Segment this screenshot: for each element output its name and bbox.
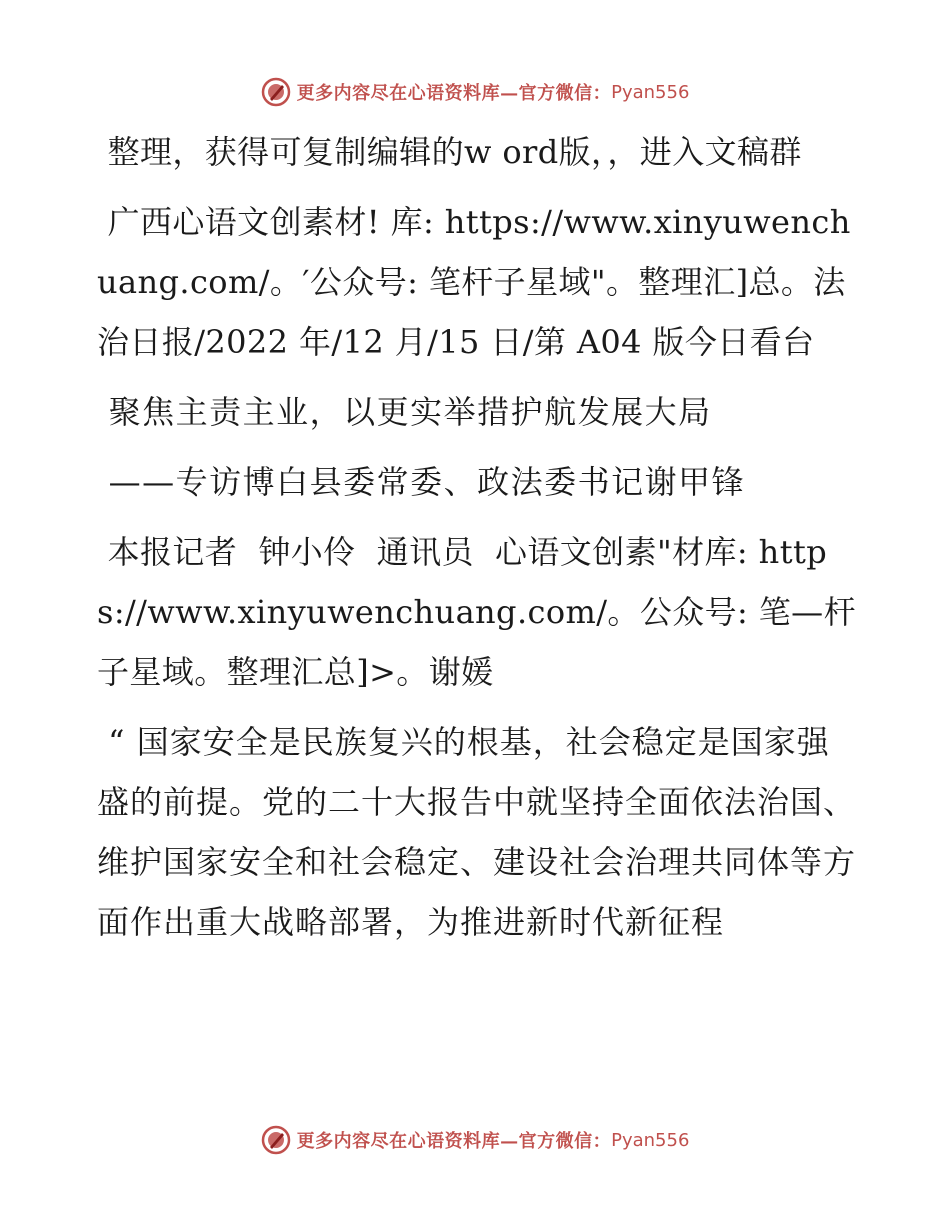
document-body <box>97 122 857 962</box>
banner-contact-id: Pyan556 <box>611 81 690 103</box>
banner-text: 更多内容尽在心语资料库—官方微信： <box>296 83 612 104</box>
source-paragraph: 广西心语文创素材! 库: https://www.xinyuwenchuang.com/。′公众号: 笔杆子星域"。整理汇]总。法治日报/2022 年/12 月/15 日/第 A04 版今日看台 <box>97 203 851 361</box>
banner-contact-id: Pyan556 <box>611 1129 690 1151</box>
footer-watermark-banner <box>0 1120 950 1160</box>
banner-text: 更多内容尽在心语资料库—官方微信： <box>296 1131 612 1152</box>
article-subtitle: ——专访博白县委常委、政法委书记谢甲锋 <box>97 463 746 501</box>
header-watermark-banner <box>0 72 950 112</box>
article-title: 聚焦主责主业，以更实举措护航发展大局 <box>97 393 712 431</box>
brand-logo-icon <box>261 77 291 107</box>
byline-paragraph: 本报记者 钟小伶 通讯员 心语文创素"材库: https://www.xinyuwenchuang.com/。公众号: 笔—杆子星域。整理汇总]>。谢媛 <box>97 533 856 691</box>
body-paragraph: “ 国家安全是民族复兴的根基，社会稳定是国家强盛的前提。党的二十大报告中就坚持全面依法治国、维护国家安全和社会稳定、建设社会治理共同体等方面作出重大战略部署，为推进新时代新征程 <box>97 723 857 941</box>
brand-logo-icon <box>261 1125 291 1155</box>
intro-paragraph: 整理，获得可复制编辑的w ord版，，进入文稿群 <box>97 133 802 171</box>
